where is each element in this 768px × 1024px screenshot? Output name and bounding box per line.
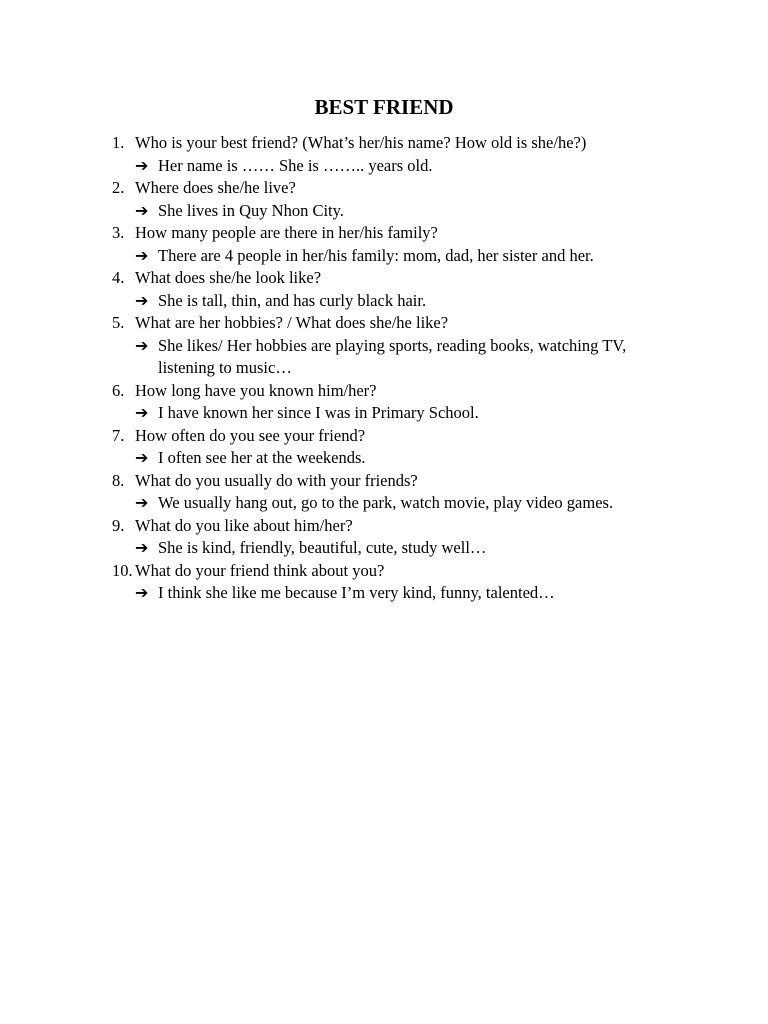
answer-line <box>112 582 712 605</box>
answer-text: I often see her at the weekends. <box>158 448 366 467</box>
right-arrow-icon: ➔ <box>135 583 149 602</box>
question-text: What do your friend think about you? <box>135 560 385 580</box>
list-item <box>112 380 712 425</box>
list-item <box>112 470 712 515</box>
list-item <box>112 515 712 560</box>
question-text: What do you usually do with your friends? <box>135 470 418 490</box>
answer-text: She is tall, thin, and has curly black hair. <box>158 290 427 310</box>
answer-line <box>112 537 712 560</box>
right-arrow-icon: ➔ <box>135 245 149 265</box>
question-line <box>112 470 712 493</box>
question-number: 2. <box>112 178 125 197</box>
answer-line <box>112 155 712 178</box>
answer-text: There are 4 people in her/his family: mom, dad, her sister and her. <box>158 245 594 265</box>
question-number: 4. <box>112 268 125 287</box>
right-arrow-icon: ➔ <box>135 335 149 355</box>
list-item <box>112 425 712 470</box>
list-item <box>112 132 712 177</box>
answer-text: We usually hang out, go to the park, watch movie, play video games. <box>158 493 614 512</box>
question-number: 8. <box>112 470 125 490</box>
question-number: 7. <box>112 425 125 445</box>
list-item <box>112 312 712 380</box>
question-text: What are her hobbies? / What does she/he like? <box>135 313 449 332</box>
answer-line <box>112 402 712 425</box>
right-arrow-icon: ➔ <box>135 403 149 422</box>
answer-line <box>112 447 712 470</box>
question-line <box>112 132 712 155</box>
question-number: 5. <box>112 313 125 332</box>
question-line <box>112 515 712 538</box>
list-item <box>112 222 712 267</box>
answer-text: She is kind, friendly, beautiful, cute, study well… <box>158 538 487 557</box>
question-text: How often do you see your friend? <box>135 425 366 445</box>
list-item <box>112 560 712 605</box>
right-arrow-icon: ➔ <box>135 155 149 175</box>
right-arrow-icon: ➔ <box>135 290 149 310</box>
question-text: What do you like about him/her? <box>135 515 353 535</box>
answer-text: Her name is …… She is …….. years old. <box>158 155 433 175</box>
right-arrow-icon: ➔ <box>135 200 149 220</box>
answer-line <box>112 492 712 515</box>
question-number: 6. <box>112 380 125 400</box>
question-number: 9. <box>112 515 125 535</box>
question-text: Who is your best friend? (What’s her/his name? How old is she/he?) <box>135 133 587 152</box>
answer-text: I have known her since I was in Primary School. <box>158 403 479 422</box>
question-line <box>112 425 712 448</box>
answer-line <box>112 200 712 223</box>
question-text: How long have you known him/her? <box>135 380 377 400</box>
answer-line <box>112 245 712 268</box>
answer-line <box>112 335 712 380</box>
question-line <box>112 267 712 290</box>
question-line <box>112 380 712 403</box>
right-arrow-icon: ➔ <box>135 493 149 512</box>
question-number: 1. <box>112 133 125 152</box>
list-item <box>112 177 712 222</box>
question-number: 10. <box>112 560 133 580</box>
question-line <box>112 177 712 200</box>
question-line <box>112 560 712 583</box>
right-arrow-icon: ➔ <box>135 538 149 557</box>
question-number: 3. <box>112 223 125 242</box>
question-text: What does she/he look like? <box>135 268 322 287</box>
question-line <box>112 312 712 335</box>
question-list <box>112 132 712 605</box>
list-item <box>112 267 712 312</box>
answer-text: She lives in Quy Nhon City. <box>158 200 344 220</box>
right-arrow-icon: ➔ <box>135 448 149 467</box>
question-text: How many people are there in her/his family? <box>135 223 438 242</box>
answer-text: I think she like me because I’m very kind, funny, talented… <box>158 583 555 602</box>
answer-line <box>112 290 712 313</box>
page-title: BEST FRIEND <box>314 95 454 119</box>
answer-text: She likes/ Her hobbies are playing sports, reading books, watching TV, listening to music… <box>158 335 627 377</box>
question-line <box>112 222 712 245</box>
question-text: Where does she/he live? <box>135 178 296 197</box>
